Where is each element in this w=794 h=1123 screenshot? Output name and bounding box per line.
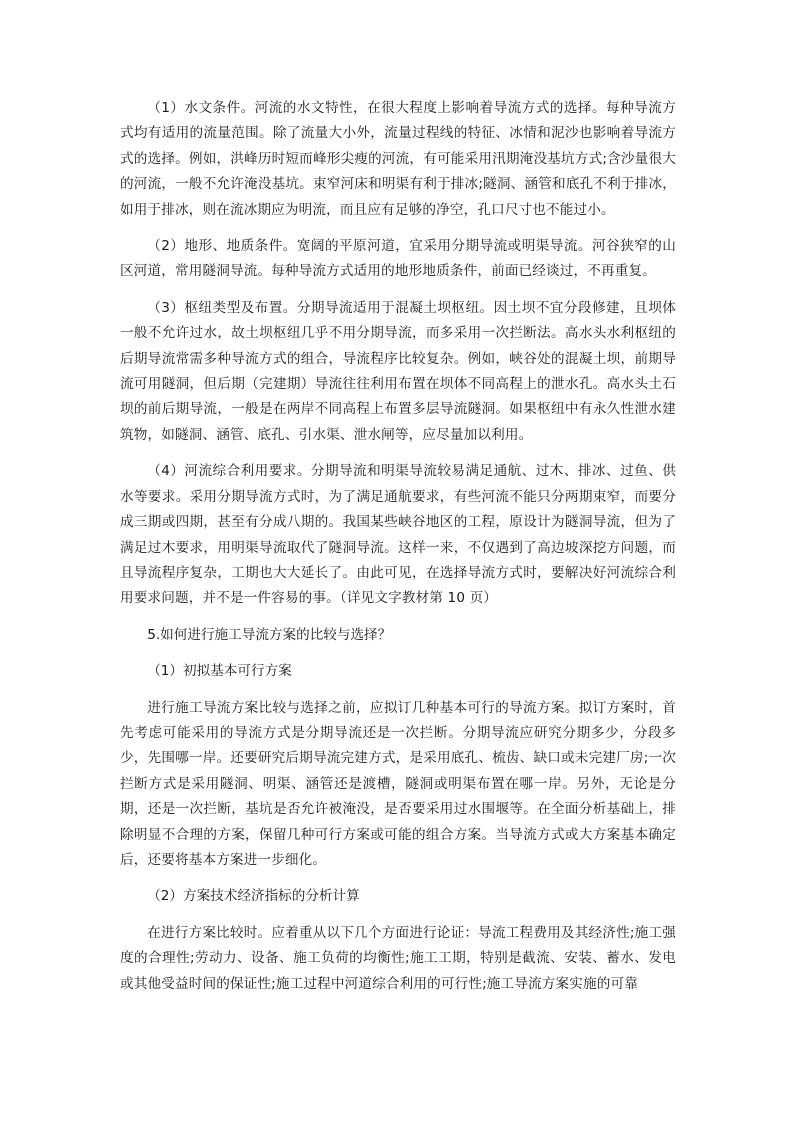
document-page [120, 96, 676, 1008]
subsection-2-text: 在进行方案比较时。应着重从以下几个方面进行论证：导流工程费用及其经济性;施工强度的合理性;劳动力、设备、施工负荷的均衡性;施工工期，特别是截流、安装、蓄水、发电或其他受益时间的保证性;施工过程中河道综合利用的可行性;施工导流方案实施的可靠 [120, 924, 676, 992]
subsection-2-heading: （2）方案技术经济指标的分析计算 [147, 888, 360, 905]
subsection-1-heading: （1）初拟基本可行方案 [147, 663, 292, 680]
paragraph-terrain-geology: （2）地形、地质条件。宽阔的平原河道，宜采用分期导流或明渠导流。河谷狭窄的山区河道，常用隧洞导流。每种导流方式适用的地形地质条件，前面已经谈过，不再重复。 [120, 238, 676, 280]
subsection-1-text: 进行施工导流方案比较与选择之前，应拟订几种基本可行的导流方案。拟订方案时，首先考虑可能采用的导流方式是分期导流还是一次拦断。分期导流应研究分期多少，分段多少，先围哪一岸。还要研究后期导流完建方式，是采用底孔、梳齿、缺口或未完建厂房;一次拦断方式是采用隧洞、明渠、涵管还是渡槽，隧洞或明渠布置在哪一岸。另外，无论是分期，还是一次拦断，基坑是否允许被淹没，是否要采用过水围堰等。在全面分析基础上，排除明显不合理的方案，保留几种可行方案或可能的组合方案。当导流方式或大方案基本确定后，还要将基本方案进一步细化。 [120, 699, 676, 868]
paragraph-hub-type-layout: （3）枢纽类型及布置。分期导流适用于混凝土坝枢纽。因土坝不宜分段修建，且坝体一般不允许过水，故土坝枢纽几乎不用分期导流，而多采用一次拦断法。高水头水利枢纽的后期导流常需多种导流方式的组合，导流程序比较复杂。例如，峡谷处的混凝土坝，前期导流可用隧洞，但后期（完建期）导流往往利用布置在坝体不同高程上的泄水孔。高水头土石坝的前后期导流，一般是在两岸不同高程上布置多层导流隧洞。如果枢纽中有永久性泄水建筑物，如隧洞、涵管、底孔、引水渠、泄水闸等，应尽量加以利用。 [120, 299, 676, 443]
question-5-title: 5.如何进行施工导流方案的比较与选择？ [147, 626, 392, 643]
paragraph-hydrology: （1）水文条件。河流的水文特性，在很大程度上影响着导流方式的选择。每种导流方式均有适用的流量范围。除了流量大小外，流量过程线的特征、冰情和泥沙也影响着导流方式的选择。例如，洪峰历时短而峰形尖瘦的河流，有可能采用汛期淹没基坑方式;含沙量很大的河流，一般不允许淹没基坑。束窄河床和明渠有利于排冰;隧洞、涵管和底孔不利于排冰，如用于排冰，则在流冰期应为明流，而且应有足够的净空，孔口尺寸也不能过小。 [120, 100, 676, 218]
paragraph-river-utilization: （4）河流综合利用要求。分期导流和明渠导流较易满足通航、过木、排冰、过鱼、供水等要求。采用分期导流方式时，为了满足通航要求，有些河流不能只分两期束窄，而要分成三期或四期，甚至有分成八期的。我国某些峡谷地区的工程，原设计为隧洞导流，但为了满足过木要求，用明渠导流取代了隧洞导流。这样一来，不仅遇到了高边坡深挖方问题，而且导流程序复杂，工期也大大延长了。由此可见，在选择导流方式时，要解决好河流综合利用要求问题，并不是一件容易的事。（详见文字教材第 10 页） [120, 463, 676, 607]
